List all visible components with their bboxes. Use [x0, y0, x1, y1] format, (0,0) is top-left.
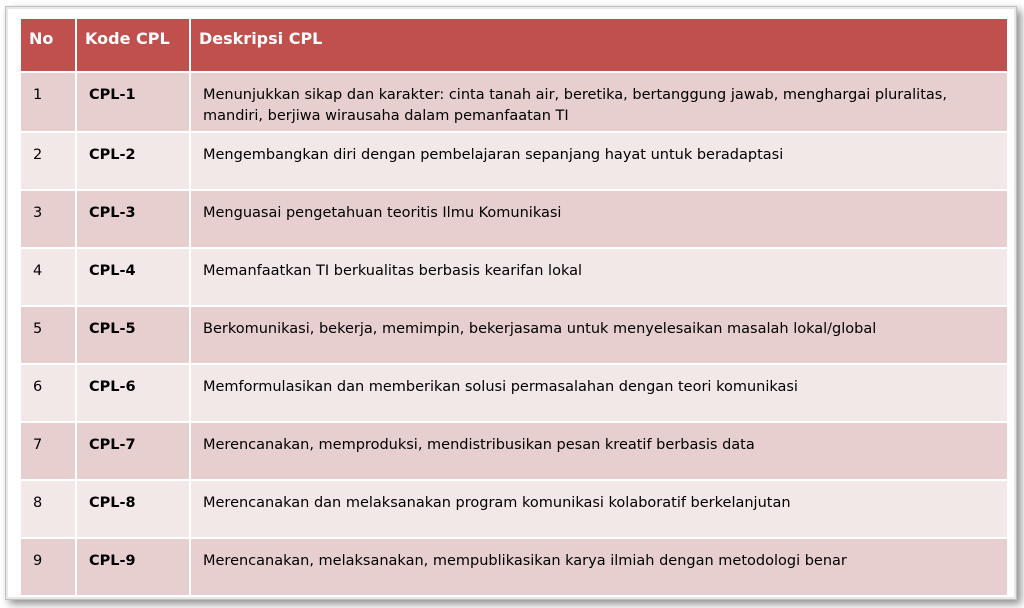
- table-header-row: [20, 18, 1008, 72]
- table-row: [20, 422, 1008, 480]
- table-row: [20, 248, 1008, 306]
- table-row: [20, 480, 1008, 538]
- cell-kode-cpl: CPL-3: [76, 190, 190, 248]
- header-no: No: [20, 18, 76, 72]
- cell-kode-cpl: CPL-5: [76, 306, 190, 364]
- header-kode-cpl: Kode CPL: [76, 18, 190, 72]
- cell-deskripsi: Menunjukkan sikap dan karakter: cinta tanah air, beretika, bertanggung jawab, menghargai pluralitas, mandiri, berjiwa wirausaha dalam pemanfaatan TI: [190, 72, 1008, 132]
- header-deskripsi-cpl: Deskripsi CPL: [190, 18, 1008, 72]
- cell-deskripsi: Merencanakan dan melaksanakan program komunikasi kolaboratif berkelanjutan: [190, 480, 1008, 538]
- cell-kode-cpl: CPL-1: [76, 72, 190, 132]
- cell-no: 6: [20, 364, 76, 422]
- cell-kode-cpl: CPL-4: [76, 248, 190, 306]
- cell-no: 4: [20, 248, 76, 306]
- table-row: [20, 190, 1008, 248]
- table-row: [20, 306, 1008, 364]
- cell-kode-cpl: CPL-6: [76, 364, 190, 422]
- table-row: [20, 132, 1008, 190]
- table-row: [20, 72, 1008, 132]
- cell-deskripsi: Berkomunikasi, bekerja, memimpin, bekerjasama untuk menyelesaikan masalah lokal/global: [190, 306, 1008, 364]
- cell-no: 8: [20, 480, 76, 538]
- cell-deskripsi: Memanfaatkan TI berkualitas berbasis kearifan lokal: [190, 248, 1008, 306]
- cpl-table: [19, 17, 1009, 597]
- cell-deskripsi: Merencanakan, melaksanakan, mempublikasikan karya ilmiah dengan metodologi benar: [190, 538, 1008, 596]
- table-row: [20, 538, 1008, 596]
- cell-no: 9: [20, 538, 76, 596]
- cell-deskripsi: Menguasai pengetahuan teoritis Ilmu Komunikasi: [190, 190, 1008, 248]
- cell-no: 2: [20, 132, 76, 190]
- cell-no: 7: [20, 422, 76, 480]
- cell-kode-cpl: CPL-7: [76, 422, 190, 480]
- table-frame: [5, 6, 1017, 600]
- cell-deskripsi: Mengembangkan diri dengan pembelajaran sepanjang hayat untuk beradaptasi: [190, 132, 1008, 190]
- cell-deskripsi: Merencanakan, memproduksi, mendistribusikan pesan kreatif berbasis data: [190, 422, 1008, 480]
- cell-kode-cpl: CPL-8: [76, 480, 190, 538]
- cell-no: 3: [20, 190, 76, 248]
- cell-no: 1: [20, 72, 76, 132]
- cell-kode-cpl: CPL-9: [76, 538, 190, 596]
- table-row: [20, 364, 1008, 422]
- cell-deskripsi: Memformulasikan dan memberikan solusi permasalahan dengan teori komunikasi: [190, 364, 1008, 422]
- cell-no: 5: [20, 306, 76, 364]
- cell-kode-cpl: CPL-2: [76, 132, 190, 190]
